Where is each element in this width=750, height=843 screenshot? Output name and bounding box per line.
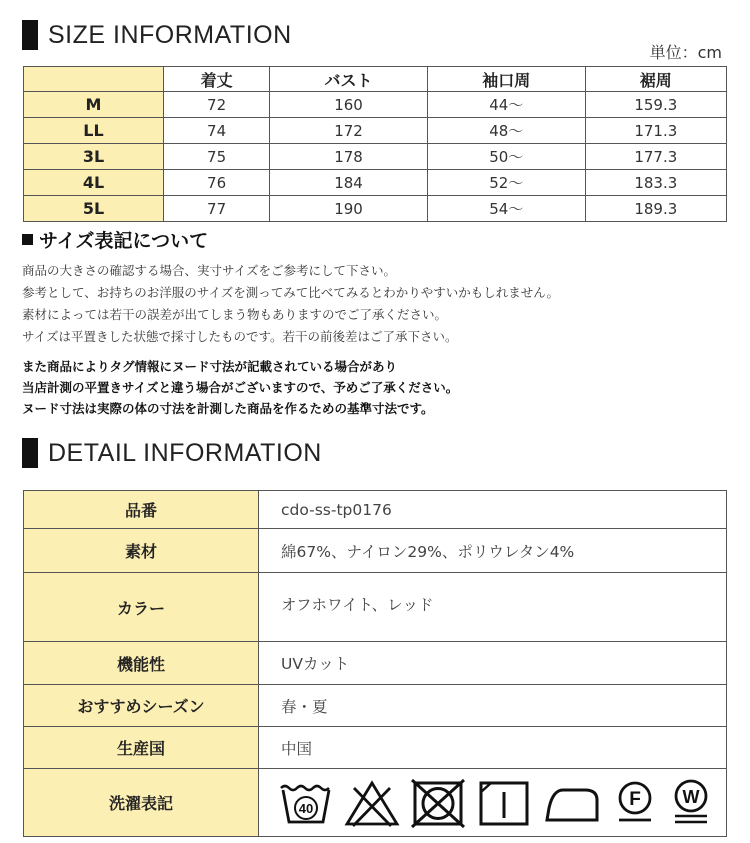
size-section-title: SIZE INFORMATION <box>48 20 292 49</box>
table-row <box>24 118 727 144</box>
table-row <box>24 170 727 196</box>
care-symbols-cell <box>259 769 727 837</box>
wet-clean-w-text: W <box>682 786 700 807</box>
table-cell: 189.3 <box>585 196 726 222</box>
detail-key: カラー <box>24 573 259 642</box>
table-cell: 75 <box>164 144 270 170</box>
table-cell: 44～ <box>427 92 585 118</box>
size-label: 4L <box>24 170 164 196</box>
note-bold-line: 当店計測の平置きサイズと違う場合がございますので、予めご了承ください。 <box>22 380 459 395</box>
table-cell: 172 <box>270 118 428 144</box>
dryclean-f-icon <box>611 778 659 828</box>
detail-row <box>24 573 727 642</box>
detail-value: 綿67%、ナイロン29%、ポリウレタン4% <box>259 529 727 573</box>
detail-row <box>24 491 727 529</box>
table-cell: 77 <box>164 196 270 222</box>
column-header: 着丈 <box>164 67 270 92</box>
detail-section-header <box>22 438 322 468</box>
table-cell: 171.3 <box>585 118 726 144</box>
no-bleach-icon <box>343 778 401 828</box>
size-section-header <box>22 20 292 50</box>
table-cell: 177.3 <box>585 144 726 170</box>
care-symbols <box>273 778 726 828</box>
table-cell: 72 <box>164 92 270 118</box>
detail-section-title: DETAIL INFORMATION <box>48 438 322 467</box>
iron-low-icon <box>541 778 603 828</box>
size-table-corner <box>24 67 164 92</box>
detail-value: 中国 <box>259 727 727 769</box>
notes-title <box>22 226 208 253</box>
detail-value: 春・夏 <box>259 685 727 727</box>
detail-row <box>24 727 727 769</box>
column-header: 裾周 <box>585 67 726 92</box>
column-header: バスト <box>270 67 428 92</box>
table-cell: 74 <box>164 118 270 144</box>
notes-body <box>22 260 559 348</box>
wash-40-icon <box>277 778 335 828</box>
detail-table <box>23 490 727 837</box>
detail-value: cdo-ss-tp0176 <box>259 491 727 529</box>
size-table <box>23 66 727 222</box>
table-cell: 160 <box>270 92 428 118</box>
note-line: 商品の大きさの確認する場合、実寸サイズをご参考にして下さい。 <box>22 263 397 278</box>
detail-value: UVカット <box>259 642 727 685</box>
table-cell: 183.3 <box>585 170 726 196</box>
column-header: 袖口周 <box>427 67 585 92</box>
table-row <box>24 196 727 222</box>
table-cell: 178 <box>270 144 428 170</box>
table-cell: 54～ <box>427 196 585 222</box>
table-cell: 52～ <box>427 170 585 196</box>
section-bar <box>22 438 38 468</box>
note-line: サイズは平置きした状態で採寸したものです。若干の前後差はご了承下さい。 <box>22 329 458 344</box>
section-bar <box>22 20 38 50</box>
detail-key: 生産国 <box>24 727 259 769</box>
detail-row <box>24 642 727 685</box>
table-cell: 159.3 <box>585 92 726 118</box>
detail-key: 品番 <box>24 491 259 529</box>
table-cell: 48～ <box>427 118 585 144</box>
size-label: M <box>24 92 164 118</box>
note-bold-line: ヌード寸法は実際の体の寸法を計測した商品を作るための基準寸法です。 <box>22 401 434 416</box>
detail-row <box>24 769 727 837</box>
note-bold-line: また商品によりタグ情報にヌード寸法が記載されている場合があり <box>22 359 398 374</box>
square-bullet-icon <box>22 234 33 245</box>
detail-row <box>24 529 727 573</box>
notes-bold-body <box>22 356 458 419</box>
size-label: 3L <box>24 144 164 170</box>
note-line: 参考として、お持ちのお洋服のサイズを測ってみて比べてみるとわかりやすいかもしれません。 <box>22 285 560 300</box>
detail-key: 洗濯表記 <box>24 769 259 837</box>
size-label: 5L <box>24 196 164 222</box>
detail-key: 素材 <box>24 529 259 573</box>
detail-key: 機能性 <box>24 642 259 685</box>
detail-row <box>24 685 727 727</box>
table-cell: 190 <box>270 196 428 222</box>
note-line: 素材によっては若干の誤差が出てしまう物もありますのでご了承ください。 <box>22 307 448 322</box>
table-row <box>24 144 727 170</box>
table-row <box>24 92 727 118</box>
size-table-header <box>24 67 727 92</box>
dryclean-f-text: F <box>629 788 641 810</box>
table-cell: 50～ <box>427 144 585 170</box>
detail-key: おすすめシーズン <box>24 685 259 727</box>
notes-title-text: サイズ表記について <box>39 230 209 252</box>
table-cell: 184 <box>270 170 428 196</box>
size-label: LL <box>24 118 164 144</box>
table-cell: 76 <box>164 170 270 196</box>
no-tumble-dry-icon <box>409 778 467 828</box>
unit-label: 単位：cm <box>649 43 722 62</box>
wash-temp-text: 40 <box>298 800 314 816</box>
wet-clean-w-icon <box>667 778 715 828</box>
line-dry-shade-icon <box>475 778 533 828</box>
detail-value: オフホワイト、レッド <box>259 573 727 642</box>
